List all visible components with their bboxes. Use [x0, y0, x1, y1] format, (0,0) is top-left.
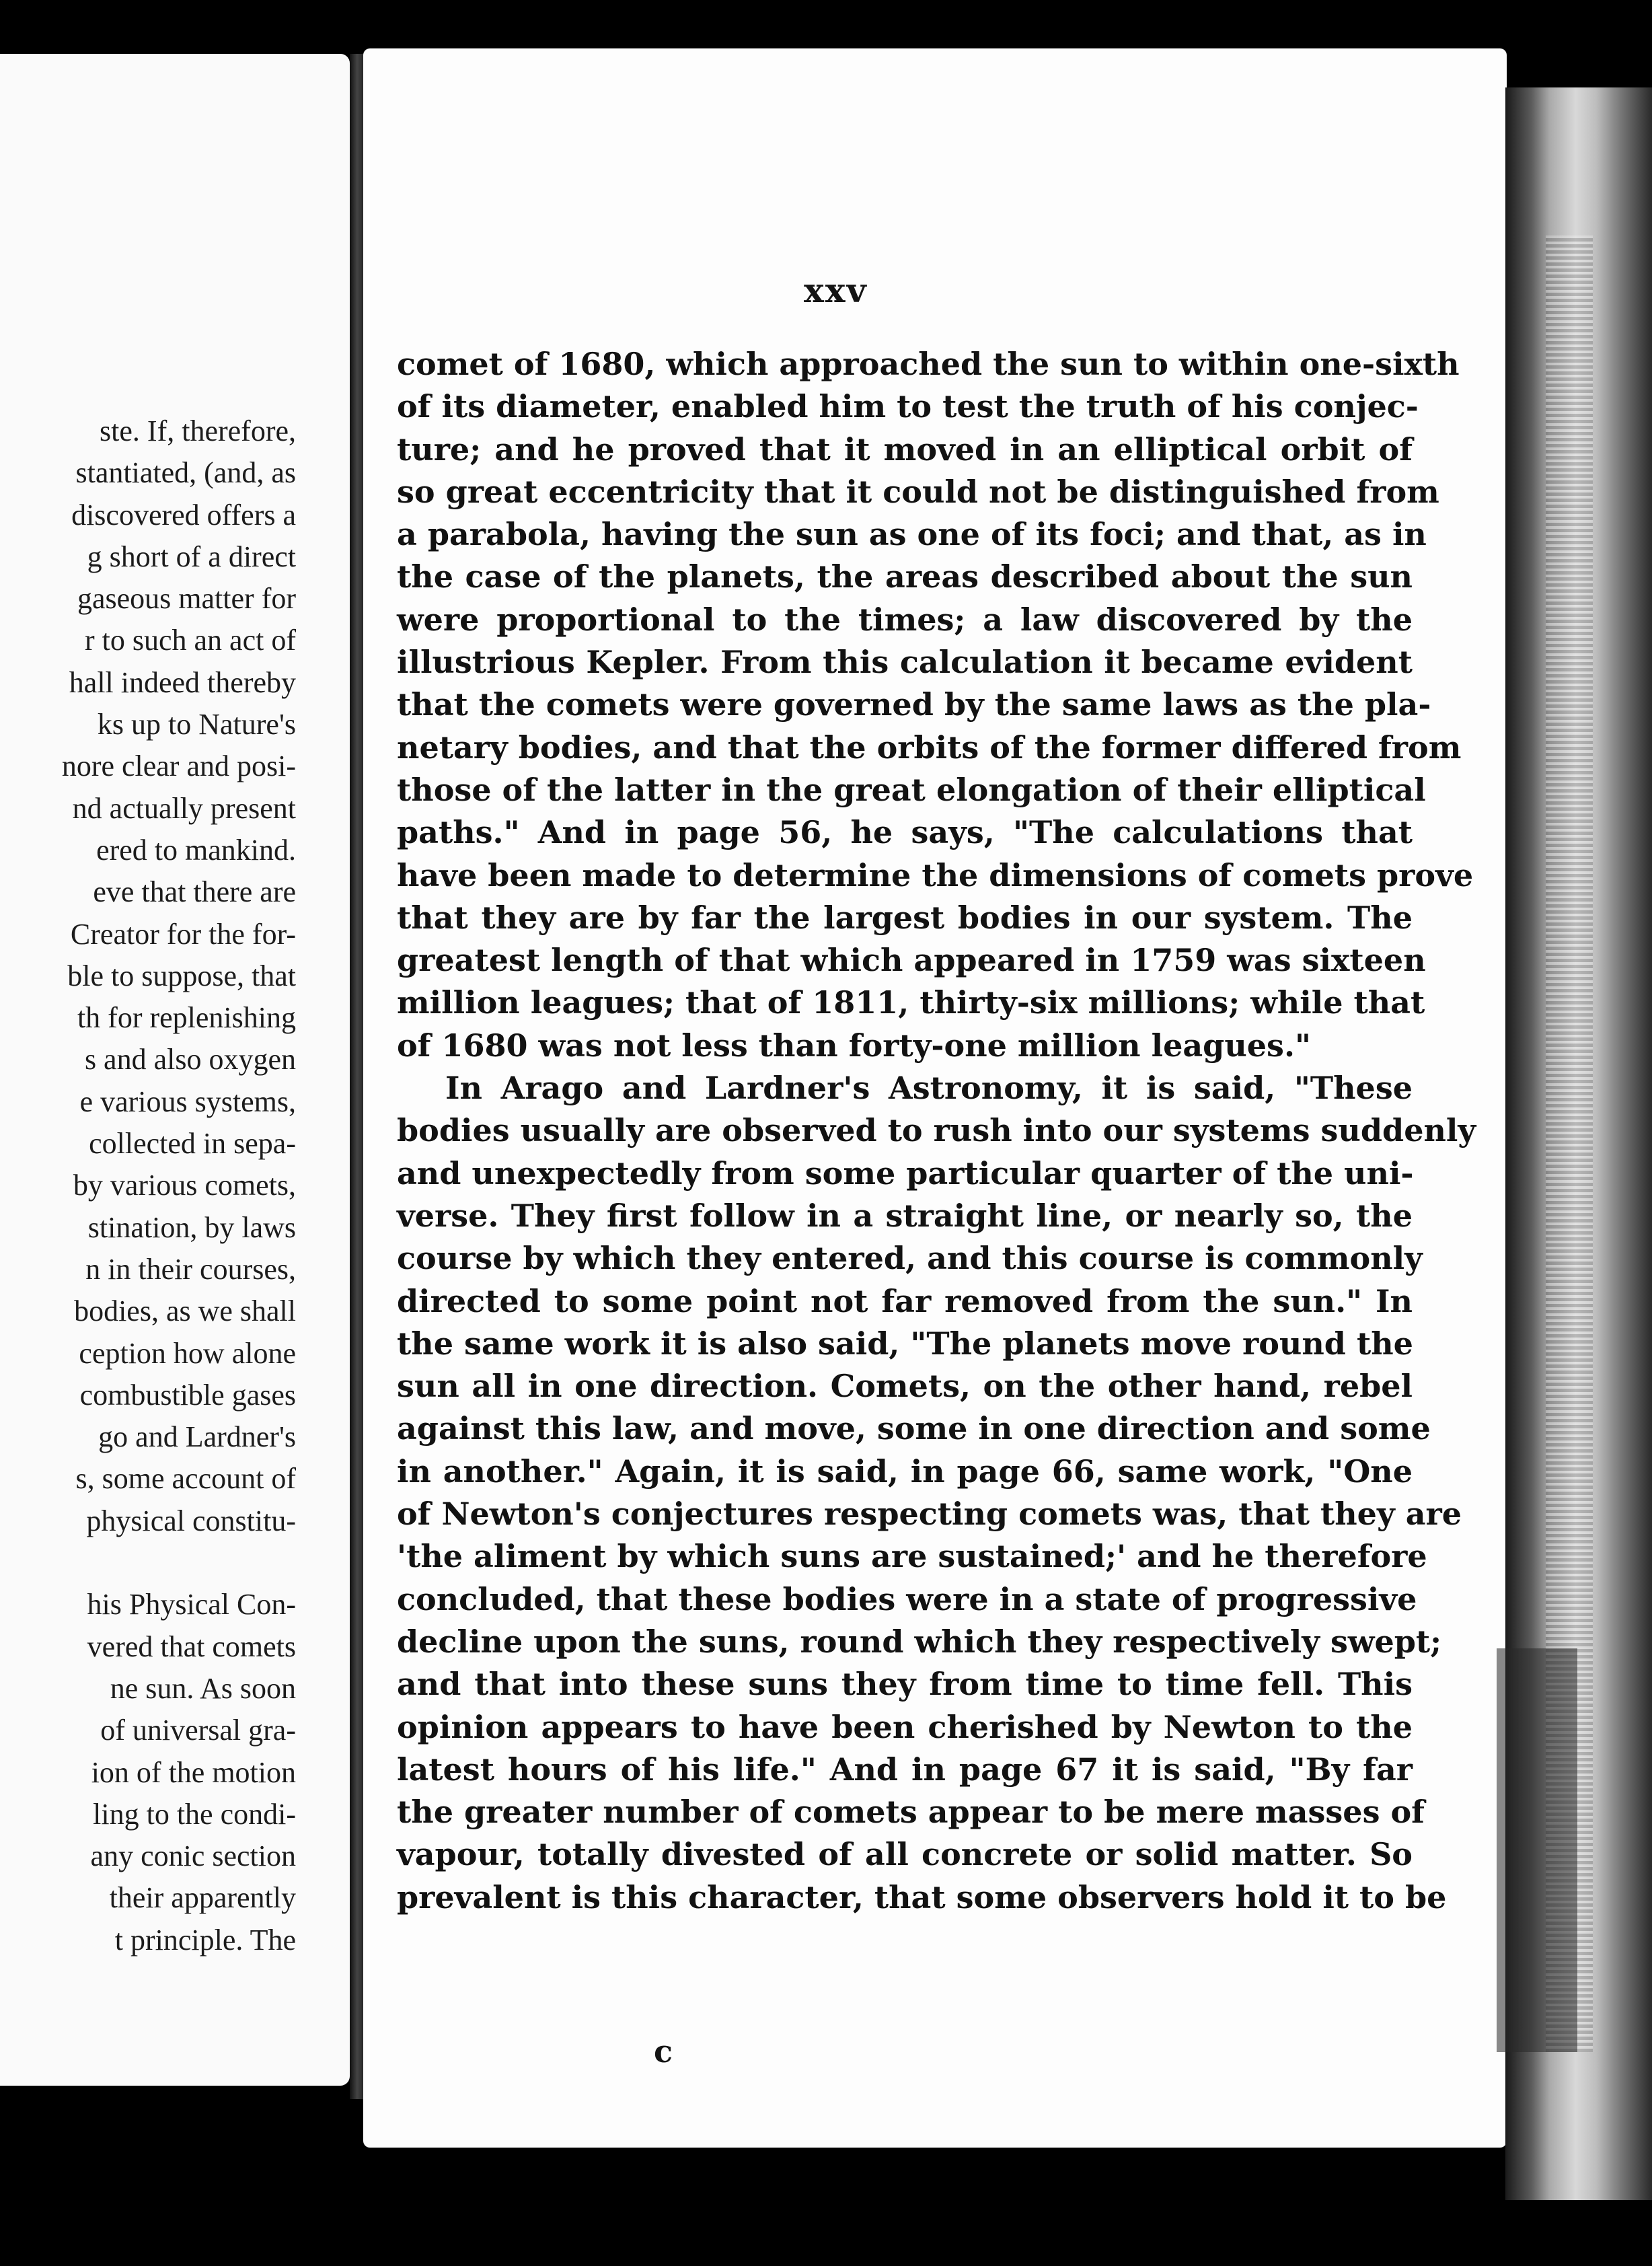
body-text-line: concluded, that these bodies were in a state of progressive	[397, 1580, 1417, 1617]
body-text-line: illustrious Kepler. From this calculation it became evident	[397, 644, 1413, 681]
left-text-line: combustible gases	[79, 1378, 296, 1412]
body-text-line: so great eccentricity that it could not be distinguished from	[397, 473, 1439, 510]
left-text-line: of universal gra-	[100, 1714, 296, 1747]
body-text-line: the greater number of comets appear to be mere masses of	[397, 1794, 1425, 1831]
left-page-text	[0, 410, 296, 1961]
left-text-line: s, some account of	[75, 1462, 296, 1496]
left-text-line: collected in sepa-	[89, 1127, 296, 1161]
body-text-line: were proportional to the times; a law discovered by the	[397, 601, 1413, 638]
body-text-line: and that into these suns they from time to time fell. This	[397, 1666, 1413, 1703]
body-text-line: and unexpectedly from some particular quarter of the uni-	[397, 1155, 1414, 1192]
body-text-line: paths." And in page 56, he says, "The calculations that	[397, 814, 1413, 851]
left-text-line: ste. If, therefore,	[100, 414, 296, 447]
body-text-line: comet of 1680, which approached the sun to within one-sixth	[397, 346, 1460, 382]
body-text-line: course by which they entered, and this course is commonly	[397, 1240, 1423, 1277]
body-text-line: ture; and he proved that it moved in an elliptical orbit of	[397, 431, 1413, 468]
left-text-line: Creator for the for-	[70, 917, 296, 951]
right-page	[363, 48, 1507, 2148]
body-text-line: of its diameter, enabled him to test the truth of his conjec-	[397, 388, 1419, 425]
left-text-line: n in their courses,	[85, 1252, 296, 1286]
left-text-line: ered to mankind.	[96, 833, 296, 867]
body-text-line: million leagues; that of 1811, thirty-six millions; while that	[397, 984, 1425, 1021]
book-edge-shadow	[1497, 1648, 1577, 2052]
body-text-line: have been made to determine the dimensions of comets prove	[397, 856, 1474, 893]
book-gutter	[350, 54, 365, 2099]
left-text-line: t principle. The	[114, 1923, 296, 1957]
body-text-line: opinion appears to have been cherished by Newton to the	[397, 1708, 1413, 1745]
left-text-line: gaseous matter for	[77, 582, 296, 616]
left-text-line: eve that there are	[93, 875, 296, 909]
body-text-line: that the comets were governed by the same laws as the pla-	[397, 686, 1431, 723]
body-text-line: verse. They first follow in a straight line, or nearly so, the	[397, 1197, 1413, 1234]
body-text-line: prevalent is this character, that some observers hold it to be	[397, 1878, 1447, 1915]
body-text-line: 'the aliment by which suns are sustained;' and he therefore	[397, 1538, 1427, 1575]
body-text-line: In Arago and Lardner's Astronomy, it is said, "These	[445, 1070, 1413, 1107]
left-text-line: bodies, as we shall	[74, 1294, 296, 1328]
left-text-line: r to such an act of	[85, 624, 296, 657]
body-text-line: vapour, totally divested of all concrete or solid matter. So	[397, 1836, 1413, 1873]
left-text-line: physical constitu-	[86, 1504, 296, 1537]
body-text-line: netary bodies, and that the orbits of the former differed from	[397, 729, 1462, 766]
left-text-line: th for replenishing	[77, 1001, 296, 1035]
body-text-line: that they are by far the largest bodies in our system. The	[397, 899, 1413, 936]
left-text-line: ling to the condi-	[93, 1797, 296, 1831]
left-text-line	[0, 1542, 296, 1584]
left-text-line: ks up to Nature's	[97, 708, 296, 741]
body-text-line: of Newton's conjectures respecting comets was, that they are	[397, 1496, 1462, 1533]
left-text-line: vered that comets	[87, 1630, 296, 1663]
body-text-line: a parabola, having the sun as one of its foci; and that, as in	[397, 516, 1427, 553]
body-text-line: the case of the planets, the areas described about the sun	[397, 558, 1413, 595]
left-text-line: nore clear and posi-	[61, 750, 296, 783]
left-text-line: any conic section	[90, 1839, 296, 1873]
body-text-line: against this law, and move, some in one direction and some	[397, 1410, 1431, 1447]
left-text-line: his Physical Con-	[87, 1588, 296, 1621]
body-text-line: bodies usually are observed to rush into our systems suddenly	[397, 1112, 1476, 1149]
body-text-line: sun all in one direction. Comets, on the other hand, rebel	[397, 1368, 1413, 1405]
body-text-line: greatest length of that which appeared in 1759 was sixteen	[397, 942, 1426, 979]
signature-mark: c	[654, 2033, 673, 2070]
left-text-line: ception how alone	[79, 1336, 296, 1370]
body-text-line: the same work it is also said, "The planets move round the	[397, 1325, 1413, 1362]
body-text-line: directed to some point not far removed from the sun." In	[397, 1282, 1413, 1319]
body-text-line: in another." Again, it is said, in page 66, same work, "One	[397, 1453, 1413, 1490]
body-text-line: those of the latter in the great elongation of their elliptical	[397, 771, 1426, 808]
left-text-line: nd actually present	[72, 791, 296, 825]
body-text-line: latest hours of his life." And in page 67 it is said, "By far	[397, 1751, 1413, 1788]
left-text-line: e various systems,	[79, 1085, 296, 1118]
left-text-line: g short of a direct	[87, 540, 296, 573]
left-text-line: ne sun. As soon	[110, 1671, 296, 1705]
left-text-line: discovered offers a	[71, 498, 296, 532]
left-page	[0, 54, 350, 2086]
right-page-text	[397, 343, 1476, 1919]
left-text-line: hall indeed thereby	[69, 665, 296, 699]
body-text-line: decline upon the suns, round which they respectively swept;	[397, 1623, 1442, 1660]
left-text-line: their apparently	[109, 1881, 296, 1915]
left-text-line: stination, by laws	[87, 1210, 296, 1244]
left-text-line: ion of the motion	[91, 1755, 296, 1789]
left-text-line: by various comets,	[73, 1169, 296, 1202]
left-text-line: stantiated, (and, as	[75, 456, 296, 490]
left-text-line: ble to suppose, that	[67, 959, 296, 992]
body-text-line: of 1680 was not less than forty-one million leagues."	[397, 1027, 1311, 1064]
page-number: xxv	[804, 270, 868, 310]
left-text-line: s and also oxygen	[84, 1043, 296, 1076]
left-text-line: go and Lardner's	[98, 1420, 296, 1454]
